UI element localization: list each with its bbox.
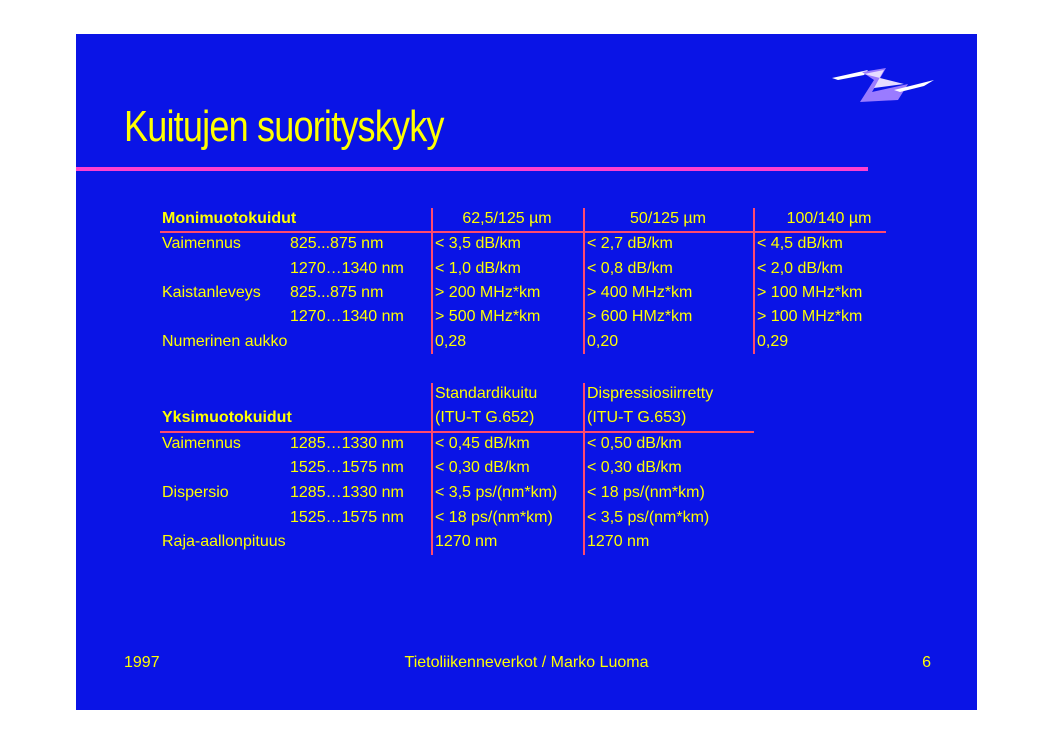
sm-row-range: 1285…1330 nm — [290, 484, 404, 501]
mm-col-header-2: 50/125 µm — [630, 210, 706, 227]
mm-cell: > 600 HMz*km — [587, 308, 693, 325]
sm-row-range: 1525…1575 nm — [290, 509, 404, 526]
mm-cell: < 3,5 dB/km — [435, 235, 521, 252]
sm-col-header-1-line1: Standardikuitu — [435, 385, 538, 402]
sm-col-divider-1 — [431, 383, 433, 555]
sm-row-label: Raja-aallonpituus — [162, 533, 286, 550]
mm-cell: > 100 MHz*km — [757, 308, 863, 325]
sm-cell: < 0,30 dB/km — [587, 459, 682, 476]
mm-row-range: 1270…1340 nm — [290, 308, 404, 325]
footer-page-number: 6 — [922, 654, 931, 671]
mm-cell: > 100 MHz*km — [757, 284, 863, 301]
multimode-heading: Monimuotokuidut — [162, 210, 297, 227]
mm-cell: 0,29 — [757, 333, 789, 350]
footer-center: Tietoliikenneverkot / Marko Luoma — [404, 654, 649, 671]
mm-row-label: Numerinen aukko — [162, 333, 288, 350]
sm-row-range: 1285…1330 nm — [290, 435, 404, 452]
mm-cell: < 0,8 dB/km — [587, 260, 673, 277]
mm-row-range: 825...875 nm — [290, 235, 384, 252]
title-rule — [76, 167, 868, 171]
mm-row-label: Vaimennus — [162, 235, 241, 252]
mm-row-range: 1270…1340 nm — [290, 260, 404, 277]
footer-year: 1997 — [124, 654, 160, 671]
slide-title: Kuitujen suorityskyky — [124, 102, 444, 151]
mm-cell: > 400 MHz*km — [587, 284, 693, 301]
singlemode-heading: Yksimuotokuidut — [162, 409, 292, 426]
mm-col-header-1: 62,5/125 µm — [462, 210, 552, 227]
sm-cell: < 0,45 dB/km — [435, 435, 530, 452]
sm-cell: 1270 nm — [587, 533, 650, 550]
mm-row-range: 825...875 nm — [290, 284, 384, 301]
sm-cell: 1270 nm — [435, 533, 498, 550]
sm-cell: < 0,50 dB/km — [587, 435, 682, 452]
sm-col-header-2-line2: (ITU-T G.653) — [587, 409, 687, 426]
sm-cell: < 0,30 dB/km — [435, 459, 530, 476]
mm-cell: > 200 MHz*km — [435, 284, 541, 301]
sm-row-label: Vaimennus — [162, 435, 241, 452]
mm-col-header-3: 100/140 µm — [786, 210, 872, 227]
sm-cell: < 3,5 ps/(nm*km) — [587, 509, 710, 526]
mm-cell: < 1,0 dB/km — [435, 260, 521, 277]
mm-cell: 0,20 — [587, 333, 619, 350]
mm-col-divider-3 — [753, 208, 755, 354]
mm-cell: > 500 MHz*km — [435, 308, 541, 325]
mm-cell: < 2,7 dB/km — [587, 235, 673, 252]
mm-col-divider-1 — [431, 208, 433, 354]
sm-col-header-1-line2: (ITU-T G.652) — [435, 409, 535, 426]
sm-row-label: Dispersio — [162, 484, 229, 501]
mm-cell: < 2,0 dB/km — [757, 260, 843, 277]
mm-header-rule — [160, 231, 886, 233]
sm-cell: < 18 ps/(nm*km) — [435, 509, 553, 526]
mm-col-divider-2 — [583, 208, 585, 354]
mm-cell: < 4,5 dB/km — [757, 235, 843, 252]
sm-row-range: 1525…1575 nm — [290, 459, 404, 476]
sm-col-divider-2 — [583, 383, 585, 555]
sm-header-rule — [160, 431, 754, 433]
mm-row-label: Kaistanleveys — [162, 284, 261, 301]
mm-cell: 0,28 — [435, 333, 467, 350]
lightning-z-logo-icon — [824, 66, 940, 106]
sm-col-header-2-line1: Dispressiosiirretty — [587, 385, 714, 402]
sm-cell: < 18 ps/(nm*km) — [587, 484, 705, 501]
slide — [76, 34, 977, 710]
sm-cell: < 3,5 ps/(nm*km) — [435, 484, 558, 501]
